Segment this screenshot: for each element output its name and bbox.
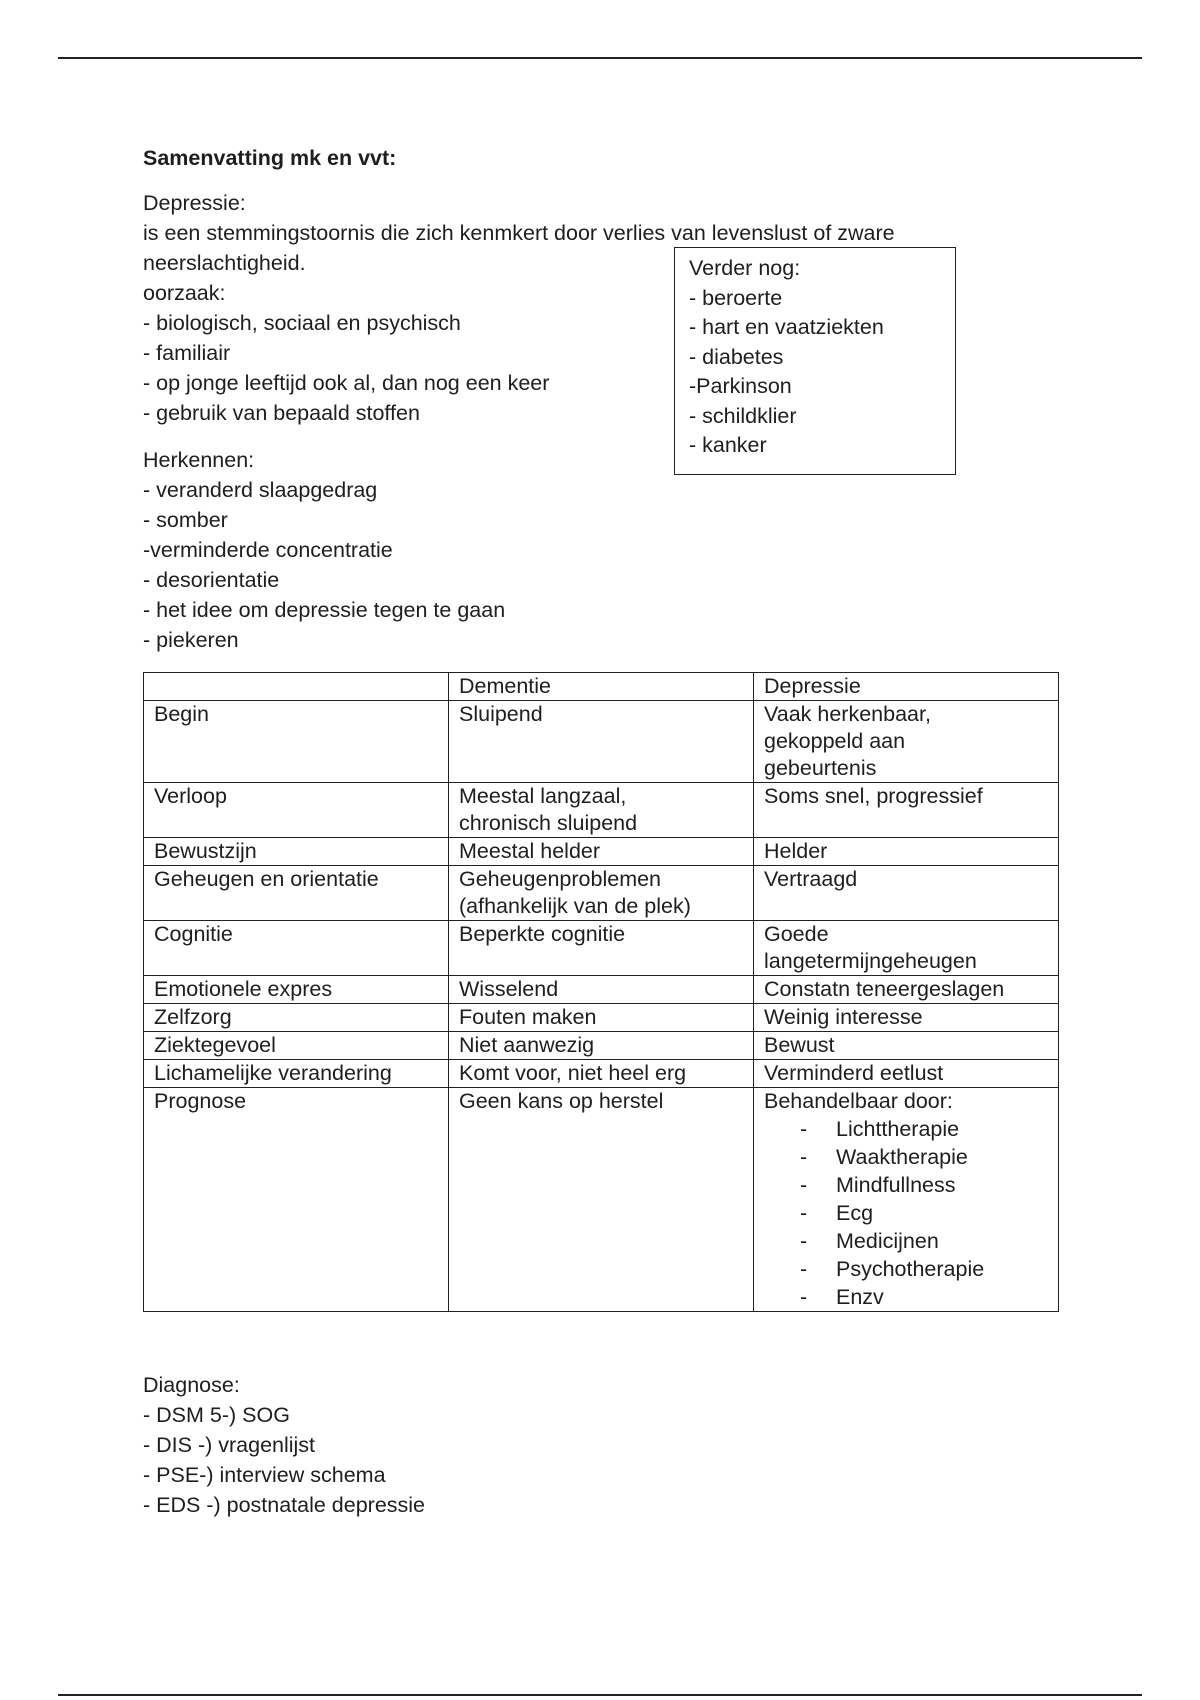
dementie-cell: Niet aanwezig — [449, 1032, 754, 1060]
dementie-cell: Geheugenproblemen (afhankelijk van de plek) — [449, 866, 754, 921]
footer-rule — [58, 1694, 1142, 1696]
dementie-cell: Fouten maken — [449, 1004, 754, 1032]
depressie-cell: Bewust — [754, 1032, 1059, 1060]
side-box-item: - beroerte — [689, 285, 783, 310]
treatment-intro: Behandelbaar door: — [764, 1089, 953, 1113]
depressie-cell: Vaak herkenbaar, gekoppeld aan gebeurtenis — [754, 701, 1059, 783]
dementie-cell: Meestal langzaal, chronisch sluipend — [449, 783, 754, 838]
table-row — [144, 921, 1059, 976]
treatment-item: - Mindfullness — [800, 1171, 1048, 1199]
recognize-item: - veranderd slaapgedrag — [143, 478, 378, 502]
row-label: Prognose — [144, 1088, 449, 1312]
depressie-cell: Helder — [754, 838, 1059, 866]
depression-heading: Depressie: — [143, 191, 246, 215]
diagnosis-heading: Diagnose: — [143, 1373, 240, 1397]
diagnosis-item: - EDS -) postnatale depressie — [143, 1493, 426, 1517]
depressie-cell: Verminderd eetlust — [754, 1060, 1059, 1088]
table-row — [144, 976, 1059, 1004]
dementie-cell: Geen kans op herstel — [449, 1088, 754, 1312]
treatment-item: - Waaktherapie — [800, 1143, 1048, 1171]
dementie-cell: Meestal helder — [449, 838, 754, 866]
side-box-item: - hart en vaatziekten — [689, 315, 884, 339]
table-header-cell: Depressie — [754, 673, 1059, 701]
depressie-cell: Soms snel, progressief — [754, 783, 1059, 838]
recognize-item: - piekeren — [143, 628, 239, 652]
recognize-heading: Herkennen: — [143, 448, 255, 472]
document-title: Samenvatting mk en vvt: — [143, 146, 397, 170]
row-label: Begin — [144, 701, 449, 783]
treatment-item: - Ecg — [800, 1199, 1048, 1227]
recognize-item: -verminderde concentratie — [143, 538, 393, 562]
cause-item: - biologisch, sociaal en psychisch — [143, 311, 461, 335]
recognize-item: - somber — [143, 508, 228, 532]
definition-line: is een stemmingstoornis die zich kenmkert door verlies van levenslust of zware — [143, 221, 895, 245]
related-conditions-box — [674, 247, 956, 475]
side-box-item: -Parkinson — [689, 374, 792, 398]
table-row — [144, 701, 1059, 783]
row-label: Lichamelijke verandering — [144, 1060, 449, 1088]
depressie-cell: Constatn teneergeslagen — [754, 976, 1059, 1004]
depressie-cell: Goede langetermijngeheugen — [754, 921, 1059, 976]
dementie-cell: Sluipend — [449, 701, 754, 783]
table-row — [144, 783, 1059, 838]
table-row-prognosis — [144, 1088, 1059, 1312]
treatment-list — [764, 1115, 1048, 1311]
table-row — [144, 866, 1059, 921]
comparison-table — [143, 672, 1059, 1312]
table-header-row — [144, 673, 1059, 701]
side-box-item: - kanker — [689, 433, 767, 457]
dementie-cell: Komt voor, niet heel erg — [449, 1060, 754, 1088]
row-label: Emotionele expres — [144, 976, 449, 1004]
row-label: Verloop — [144, 783, 449, 838]
diagnosis-item: - DSM 5-) SOG — [143, 1403, 290, 1427]
side-box-item: - schildklier — [689, 403, 797, 428]
table-row — [144, 838, 1059, 866]
dementie-cell: Beperkte cognitie — [449, 921, 754, 976]
recognize-item: - desorientatie — [143, 568, 280, 592]
treatment-item: - Psychotherapie — [800, 1255, 1048, 1283]
row-label: Cognitie — [144, 921, 449, 976]
recognize-item: - het idee om depressie tegen te gaan — [143, 598, 506, 622]
definition-line: neerslachtigheid. — [143, 251, 306, 275]
recognize-section — [143, 445, 505, 655]
dementie-cell: Wisselend — [449, 976, 754, 1004]
row-label: Ziektegevoel — [144, 1032, 449, 1060]
side-box-heading: Verder nog: — [689, 256, 801, 280]
depressie-cell: Vertraagd — [754, 866, 1059, 921]
diagnosis-item: - PSE-) interview schema — [143, 1463, 386, 1487]
depressie-cell: Weinig interesse — [754, 1004, 1059, 1032]
header-rule — [58, 57, 1142, 59]
table-header-cell — [144, 673, 449, 701]
side-box-item: - diabetes — [689, 344, 784, 369]
diagnosis-section — [143, 1370, 425, 1520]
table-row — [144, 1060, 1059, 1088]
cause-item: - op jonge leeftijd ook al, dan nog een keer — [143, 371, 550, 395]
treatment-item: - Lichttherapie — [800, 1115, 1048, 1143]
cause-heading: oorzaak: — [143, 281, 226, 305]
table-header-cell: Dementie — [449, 673, 754, 701]
diagnosis-item: - DIS -) vragenlijst — [143, 1433, 316, 1457]
row-label: Bewustzijn — [144, 838, 449, 866]
treatment-item: - Enzv — [800, 1283, 1048, 1311]
table-row — [144, 1032, 1059, 1060]
treatment-item: - Medicijnen — [800, 1227, 1048, 1255]
cause-item: - familiair — [143, 341, 231, 365]
row-label: Geheugen en orientatie — [144, 866, 449, 921]
depressie-cell — [754, 1088, 1059, 1312]
row-label: Zelfzorg — [144, 1004, 449, 1032]
table-row — [144, 1004, 1059, 1032]
cause-item: - gebruik van bepaald stoffen — [143, 401, 420, 425]
